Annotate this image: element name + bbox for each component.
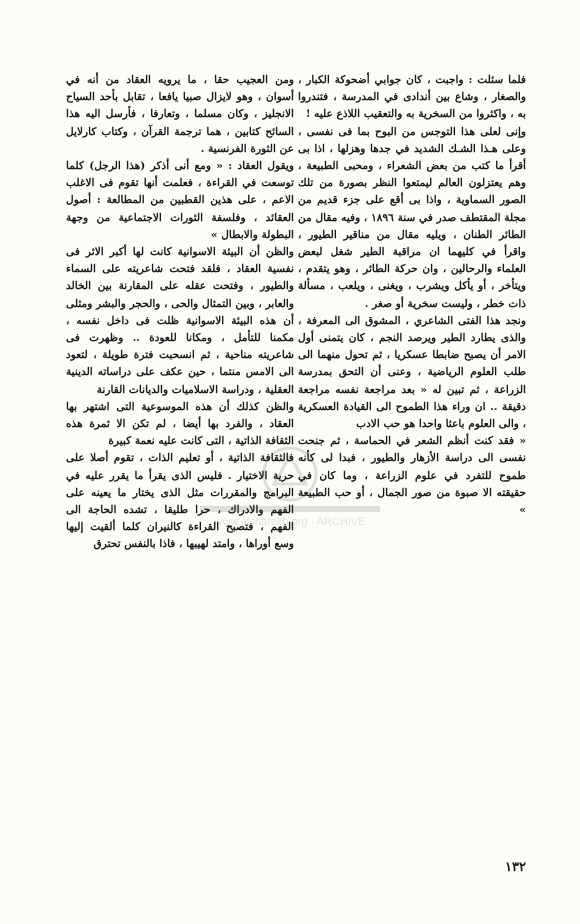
paragraph: فالثقافة الذاتية ، أو تعليم الذات ، تقوم أصلا على حرية الاختيار . فليس الذى يقرأ ما يقرر عليه في البرامج والمقررات مثل الذى يختار ما يعينه على الفهم والادراك ، حرا طليقا ، تشده الحاجة الى الفهم ، فتصبح القراءة كالنيران كلما ألقيت إليها وسع أوراها ، وامتد لهيبها ، فاذا بالنفس تحترق: [66, 452, 294, 551]
paragraph: « فقد كنت أنظم الشعر في الحماسة ، ثم جنحت نفسى الى دراسة الأزهار والطيور ، فبدا لى كأنه طموح للتفرد في علوم الزراعة ، وما كان في حقيقته الا صبوة من صور الجمال ، أو حب الطبيعة »: [298, 435, 526, 517]
paragraph: والظن كذلك أن هذه الموسوعية التى اشتهر بها العقاد ، والفرد بها أيضا ، لم تكن الا ثمرة هذه الثقافة الذاتية ، التى كانت عليه نعمة كبيرة: [66, 400, 294, 448]
paragraph: ويقول العقاد : « ومع أنى أذكر (هذا الرجل) كلما توسعت في القراءة ، فعلمت أنها تقوم فى الاغلب الاعم ، على هذين القطبين من المطالعة : أصول العقائد ، وفلسفة الثورات الاجتماعية من وجهة البطولة والابطال »: [66, 160, 294, 241]
right-text-column: [298, 72, 526, 519]
page-number: ١٣٢: [505, 860, 526, 875]
paragraph: والظن أن البيئة الاسوانية كانت لها أكبر الاثر فى نفسية العقاد ، فلقد فتحت شاعريته على السماء والطيور ، وفتحت عقله على المقارنة بين الخالد والعابر ، وبين التمثال والحى ، والحجر والبشر ومثلى أن هذه البيئة الاسوانية ظلت فى داخل نفسه ، مكمنا للتأمل ، ومكانا للعودة .. وظهرت فى شاعريته مناحية ، ثم انسحبت فترة طويلة ، لتعود الى الامس منتما ، حين عكف على دراساته الدينية العقلية ، ودراسة الاسلاميات والديانات القارنة: [66, 246, 294, 396]
paragraph: فلما سئلت : واجبت ، كان جوابي أضحوكة الكبار ، والصغار ، وشاع بين أندادى في المدرسة ، فتندروا به ، واكثروا من السخرية به والتعقيب اللاذع عليه !: [298, 74, 526, 121]
paragraph: ومن العجيب حقا ، ما يرويه العقاد من أنه في أسوان ، وهو لايزال صبيا يافعا ، تقابل بأحد السياح الانجليز ، وكان مسلما ، وتعارفا ، فأرسل اليه هذا السائح كتابين ، هما ترجمة القرآن ، وكتاب كارلايل عن الثورة الفرنسية .: [66, 74, 294, 155]
watermark-text: www.alsharekh.org · ARCHIVE: [214, 516, 366, 528]
left-text-column: [66, 72, 294, 554]
paragraph: وإنى لعلى هذا التوجس من البوح بما فى نفسى ، وعلى هـذا الشـك الشديد في جدها وهزلها ، اذا بى أقرأ ما كتب من بعض الشعراء ، ومحبى الطبيعة ، وهم يعتزلون العالم ليمتعوا النظر بصورة من تلك الصور السماوية ، واذا بى أقع على جزء قديم من مجلة المقتطف صدر في سنة ١٨٩٦ ، وفيه مقال من الطائر الطنان ، ويليه مقال من مناقير الطيور ، واقرأ في كليهما ان مراقبة الطير شغل لبعض العلماء والرحالين ، وان حركة الطائر ، وهو يتقدم ، ويتأخر ، أو يأكل ويشرب ، ويغنى ، ويلعب ، مسألة ذات خطر ، وليست سخرية أو صغر .: [298, 125, 526, 310]
paragraph: ونجد هذا الفتى الشاعري ، المشوق الى المعرفة ، والذى يطارد الطير ويرصد النجم ، كان يتمنى أول الامر أن يصبح ضابطا عسكريا ، ثم تحول منهما الى طلب العلوم الرياضية ، وعنى أن التحق بمدرسة الزراعة ، ثم تبين له « بعد مراجعة نفسه مراجعة دقيقة .. ان وراء هذا الطموح الى القيادة العسكرية ، والى العلوم باعثا واحدا هو حب الادب: [298, 314, 526, 431]
